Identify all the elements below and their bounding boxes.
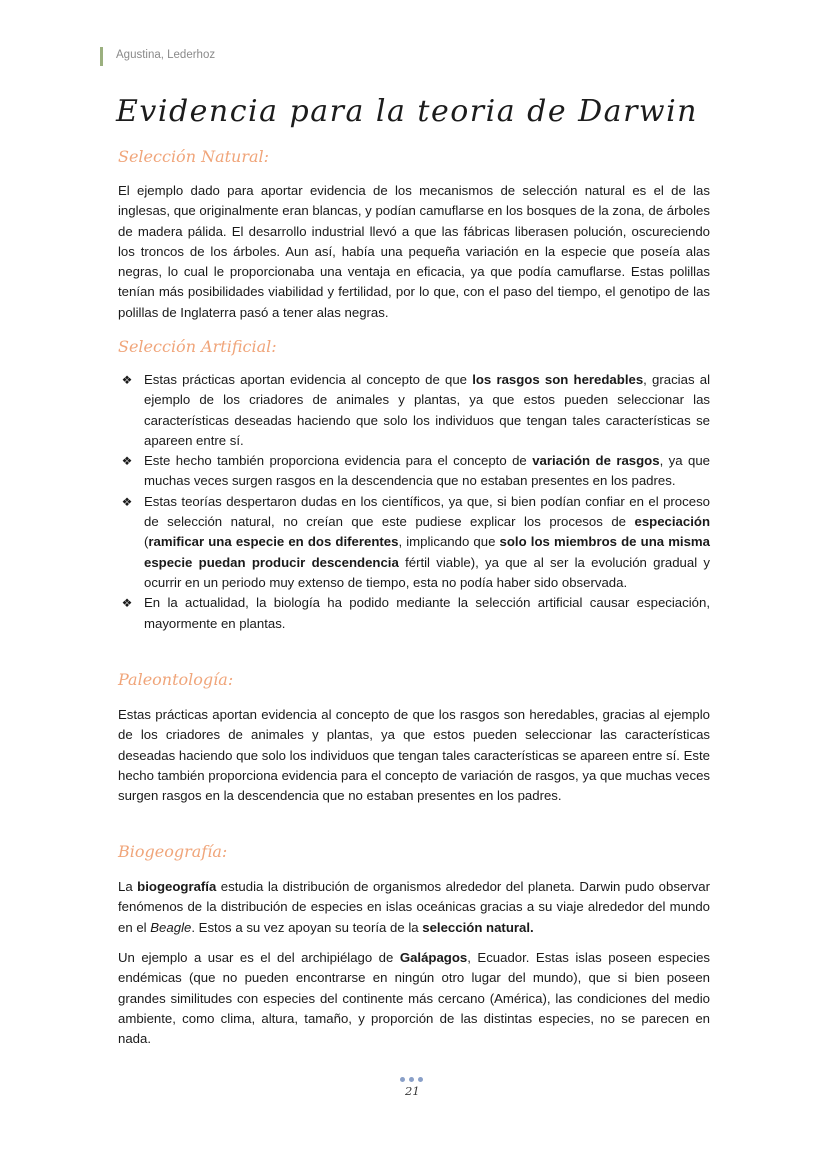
artificial-bullet-list (118, 370, 710, 634)
diamond-bullet-icon: ❖ (121, 494, 133, 509)
footer-dots-ornament (400, 1077, 423, 1082)
paragraph-natural: El ejemplo dado para aportar evidencia de los mecanismos de selección natural es el de las inglesas, que originalmente eran blancas, y podían camuflarse en los bosques de la zona, de árboles de madera pálida. El desarrollo industrial llevó a que las fábricas liberasen polución, oscureciendo los troncos de los árboles. Aun así, había una pequeña variación en la especie que poseía alas negras, lo cual le proporcionaba una ventaja en eficacia, ya que podía camuflarse. Estas polillas tenían más posibilidades viabilidad y fertilidad, por lo que, con el paso del tiempo, el genotipo de las polillas de Inglaterra pasó a tener alas negras. (118, 183, 710, 320)
list-item: ❖ Estas teorías despertaron dudas en los científicos, ya que, si bien podían confiar en el proceso de selección natural, no creían que este pudiese explicar los procesos de especiación (ramificar una especie en dos diferentes, implicando que solo los miembros de una misma especie puedan producir descendencia fértil viable), ya que al ser la evolución gradual y ocurrir en un periodo muy extenso de tiempo, esta no podía haber sido observada. (121, 493, 710, 590)
paragraph-biogeography-2: Un ejemplo a usar es el del archipiélago de Galápagos, Ecuador. Estas islas poseen especies endémicas (que no pueden encontrarse en ningún otro lugar del mundo), que si bien poseen grandes similitudes con especies del continente más cercano (América), las condiciones del medio ambiente, como clima, altura, tamaño, y proporción de las distintas especies, no se parecen en nada. (118, 950, 711, 1047)
section-heading-natural: Selección Natural: (118, 147, 270, 166)
section-heading-paleontology: Paleontología: (118, 670, 234, 689)
section-heading-biogeography: Biogeografía: (118, 842, 228, 861)
page-title: Evidencia para la teoria de Darwin (116, 94, 699, 129)
header-author: Agustina, Lederhoz (116, 49, 216, 61)
paragraph-paleontology: Estas prácticas aportan evidencia al concepto de que los rasgos son heredables, gracias al ejemplo de los criadores de animales y plantas, ya que estos pueden seleccionar las características deseadas haciendo que solo los individuos que tengan tales características se apareen entre sí. Este hecho también proporciona evidencia para el concepto de variación de rasgos, ya que muchas veces surgen rasgos en la descendencia que no estaban presentes en los padres. (118, 707, 710, 804)
diamond-bullet-icon: ❖ (121, 454, 133, 469)
list-item: ❖ En la actualidad, la biología ha podido mediante la selección artificial causar especiación, mayormente en plantas. (121, 595, 710, 631)
list-item: ❖ Este hecho también proporciona evidencia para el concepto de variación de rasgos, ya que muchas veces surgen rasgos en la descendencia que no estaban presentes en los padres. (121, 453, 710, 489)
page-number: 21 (405, 1084, 420, 1098)
diamond-bullet-icon: ❖ (121, 596, 133, 611)
section-heading-artificial: Selección Artificial: (118, 337, 277, 356)
header-accent-bar (100, 47, 103, 66)
list-item: ❖ Estas prácticas aportan evidencia al concepto de que los rasgos son heredables, gracias al ejemplo de los criadores de animales y plantas, ya que estos pueden seleccionar las características deseadas haciendo que solo los individuos que tengan tales características se apareen entre sí. (121, 372, 710, 448)
paragraph-biogeography-1: La biogeografía estudia la distribución de organismos alrededor del planeta. Darwin pudo observar fenómenos de la distribución de especies en islas oceánicas gracias a su viaje alrededor del mundo en el Beagle. Estos a su vez apoyan su teoría de la selección natural. (118, 879, 710, 935)
diamond-bullet-icon: ❖ (121, 373, 133, 387)
